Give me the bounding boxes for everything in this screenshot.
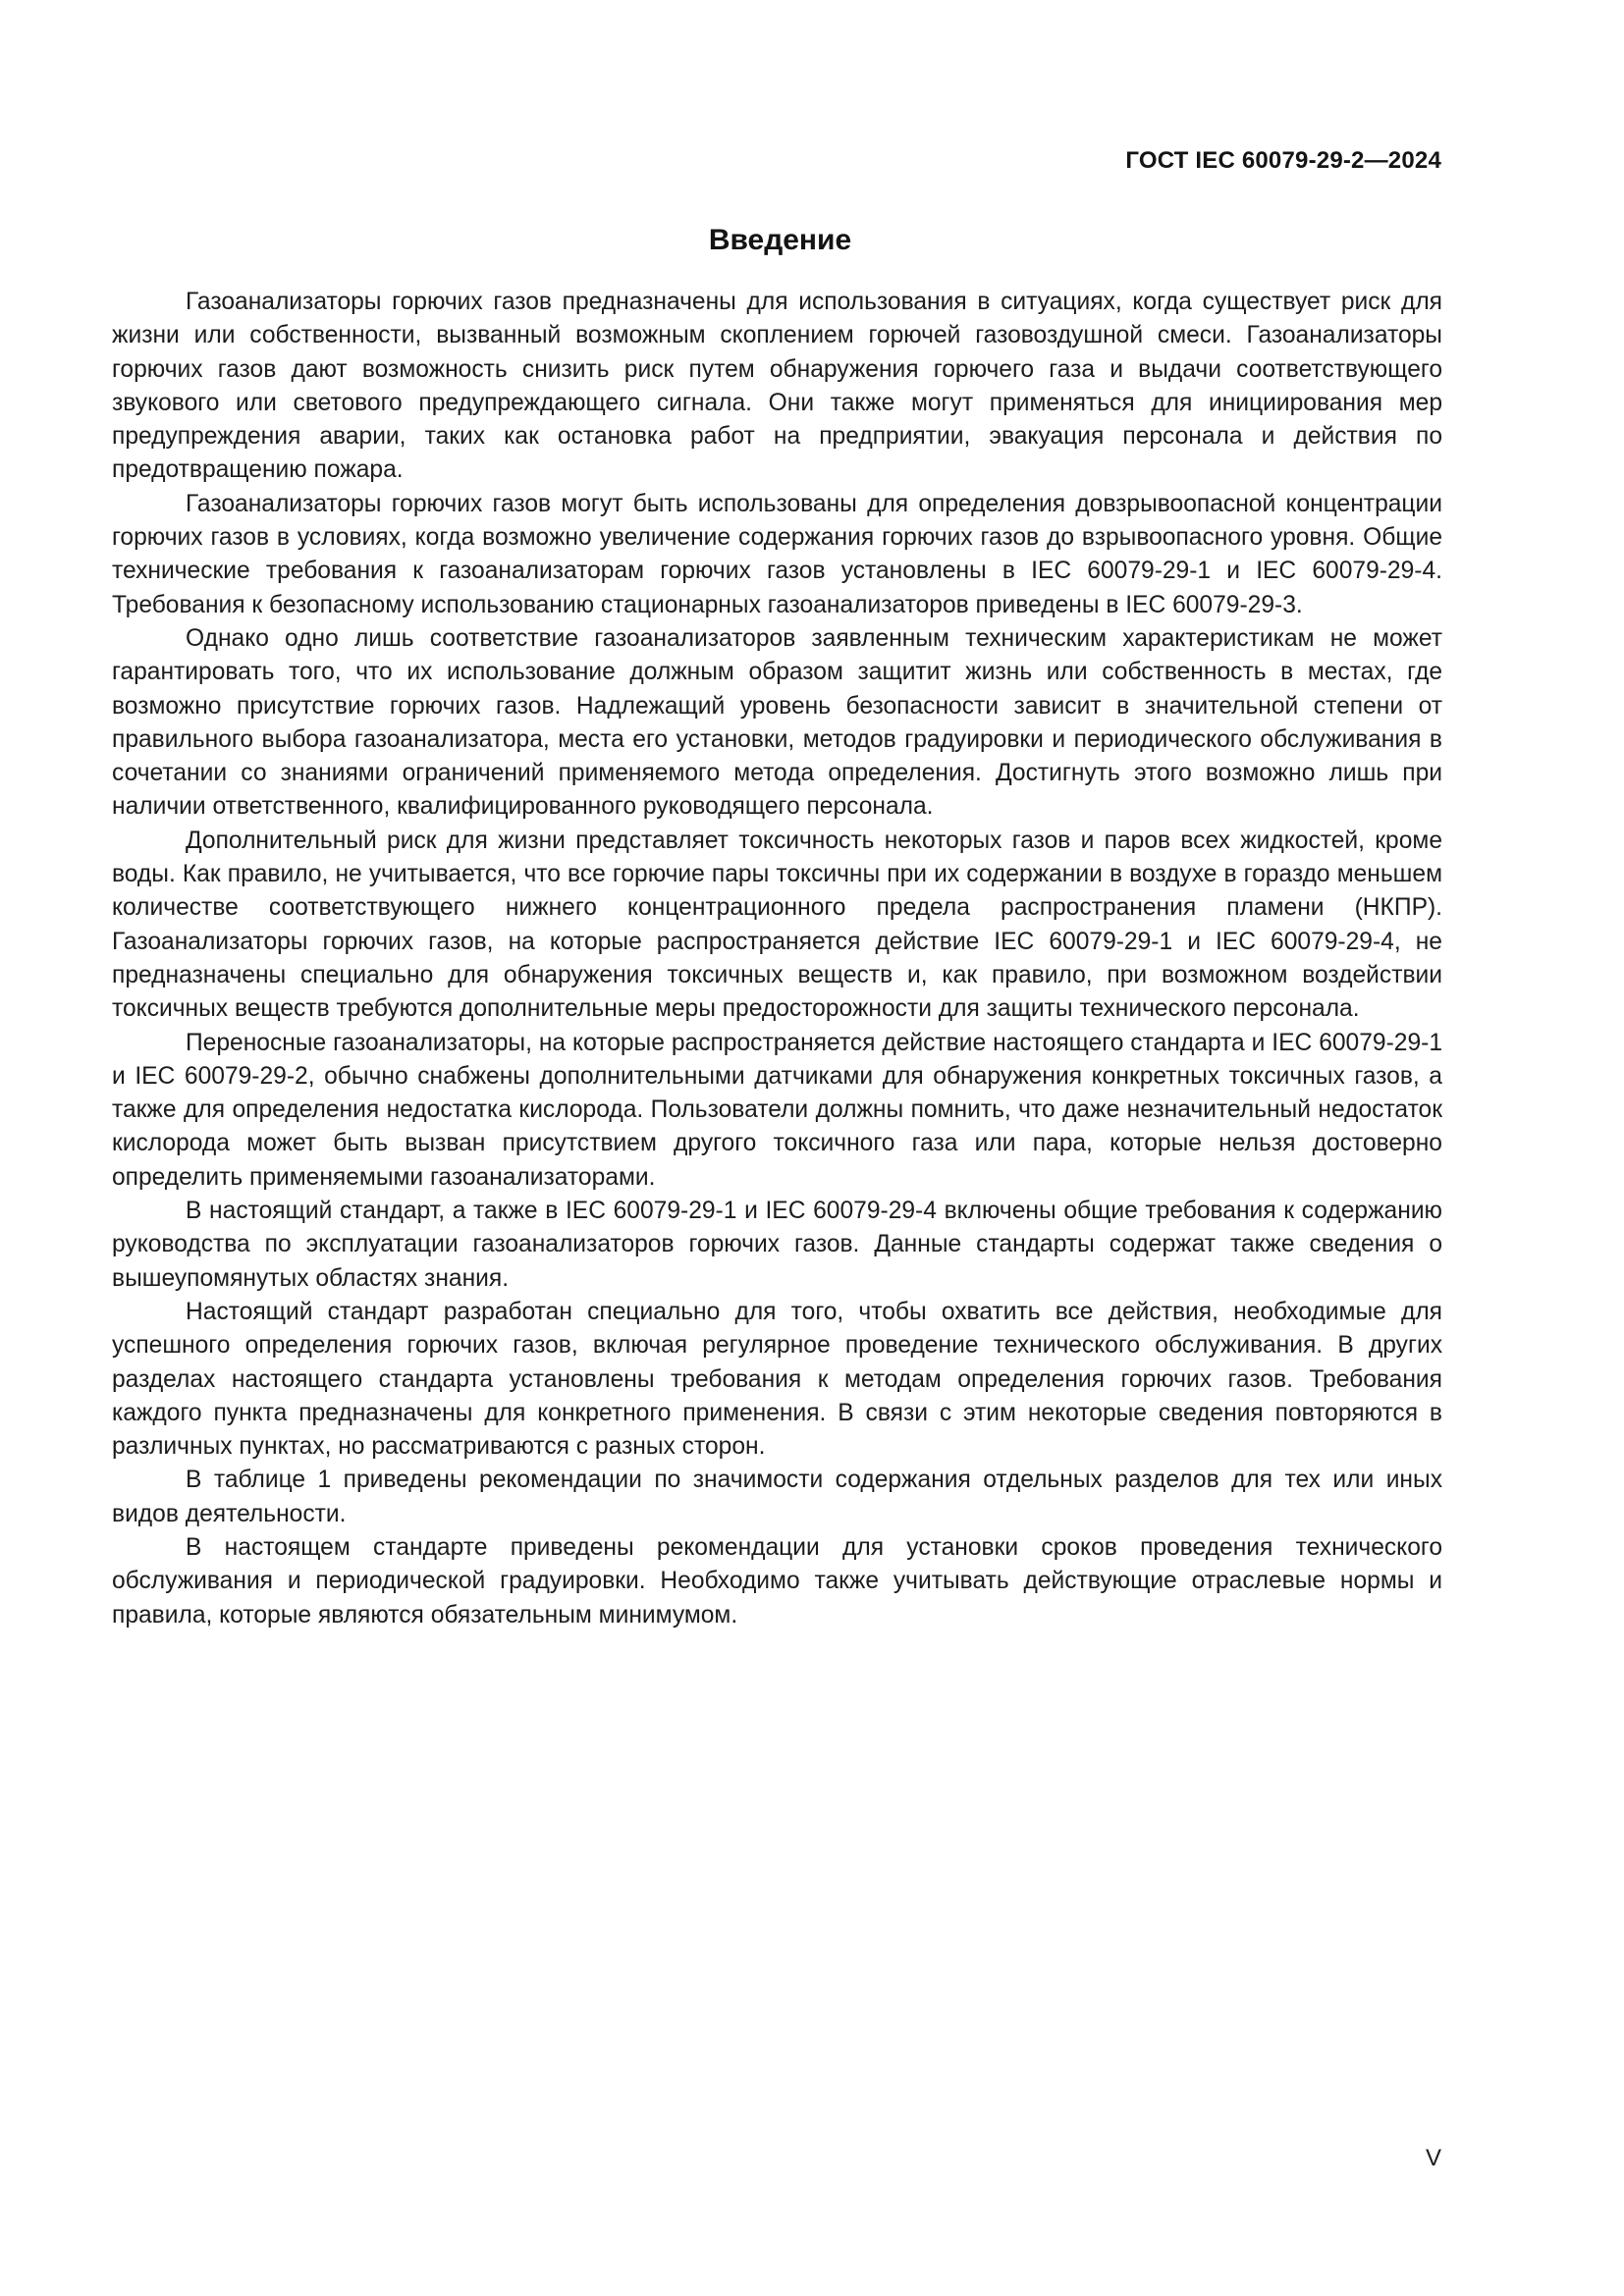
paragraph: Однако одно лишь соответствие газоанализаторов заявленным техническим характеристикам не может гарантировать того, что их использование должным образом защитит жизнь или собственность в местах, где возможно присутствие горючих газов. Надлежащий уровень безопасности зависит в значительной степени от правильного выбора газоанализатора, места его установки, методов градуировки и периодического обслуживания в сочетании со знаниями ограничений применяемого метода определения. Достигнуть этого возможно лишь при наличии ответственного, квалифицированного руководящего персонала.: [112, 624, 1442, 821]
paragraph: В настоящий стандарт, а также в IEC 60079-29-1 и IEC 60079-29-4 включены общие требования к содержанию руководства по эксплуатации газоанализаторов горючих газов. Данные стандарты содержат также сведения о вышеупомянутых областях знания.: [112, 1198, 1442, 1292]
paragraph: Дополнительный риск для жизни представляет токсичность некоторых газов и паров всех жидкостей, кроме воды. Как правило, не учитывается, что все горючие пары токсичны при их содержании в воздухе в гораздо меньшем количестве соответствующего нижнего концентрационного предела распространения пламени (НКПР). Газоанализаторы горючих газов, на которые распространяется действие IEC 60079-29-1 и IEC 60079-29-4, не предназначены специально для обнаружения токсичных веществ и, как правило, при возможном воздействии токсичных веществ требуются дополнительные меры предосторожности для защиты технического персонала.: [112, 827, 1442, 1023]
paragraph: В настоящем стандарте приведены рекомендации для установки сроков проведения технического обслуживания и периодической градуировки. Необходимо также учитывать действующие отраслевые нормы и правила, которые являются обязательным минимумом.: [112, 1533, 1442, 1629]
page-number: V: [1425, 2145, 1441, 2171]
body-text: [112, 286, 1442, 1632]
paragraph: Переносные газоанализаторы, на которые распространяется действие настоящего стандарта и IEC 60079-29-1 и IEC 60079-29-2, обычно снабжены дополнительными датчиками для обнаружения конкретных токсичных газов, а также для определения недостатка кислорода. Пользователи должны помнить, что даже незначительный недостаток кислорода может быть вызван присутствием другого токсичного газа или пара, которые нельзя достоверно определить применяемыми газоанализаторами.: [112, 1029, 1442, 1191]
document-code-header: ГОСТ IEC 60079-29-2—2024: [1125, 147, 1441, 174]
section-title: Введение: [708, 224, 852, 256]
paragraph: Газоанализаторы горючих газов предназначены для использования в ситуациях, когда существует риск для жизни или собственности, вызванный возможным скоплением горючей газовоздушной смеси. Газоанализаторы горючих газов дают возможность снизить риск путем обнаружения горючего газа и выдачи соответствующего звукового или светового предупреждающего сигнала. Они также могут применяться для инициирования мер предупреждения аварии, таких как остановка работ на предприятии, эвакуация персонала и действия по предотвращению пожара.: [112, 289, 1442, 484]
paragraph: В таблице 1 приведены рекомендации по значимости содержания отдельных разделов для тех или иных видов деятельности.: [112, 1467, 1442, 1527]
paragraph: Газоанализаторы горючих газов могут быть использованы для определения довзрывоопасной концентрации горючих газов в условиях, когда возможно увеличение содержания горючих газов до взрывоопасного уровня. Общие технические требования к газоанализаторам горючих газов установлены в IEC 60079-29-1 и IEC 60079-29-4. Требования к безопасному использованию стационарных газоанализаторов приведены в IEC 60079-29-3.: [112, 490, 1442, 618]
paragraph: Настоящий стандарт разработан специально для того, чтобы охватить все действия, необходимые для успешного определения горючих газов, включая регулярное проведение технического обслуживания. В других разделах настоящего стандарта установлены требования к методам определения горючих газов. Требования каждого пункта предназначены для конкретного применения. В связи с этим некоторые сведения повторяются в различных пунктах, но рассматриваются с разных сторон.: [112, 1298, 1442, 1461]
